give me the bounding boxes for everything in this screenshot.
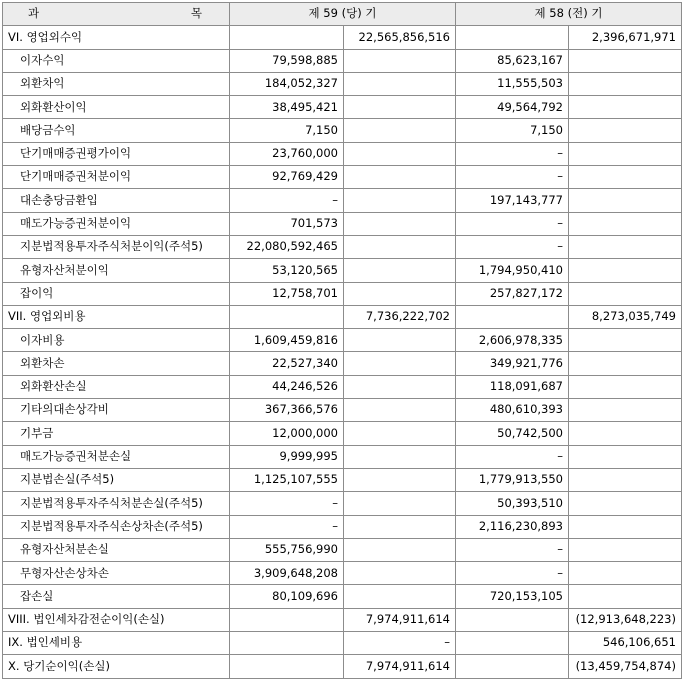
- account-label-cell: 매도가능증권처분이익: [3, 212, 230, 235]
- account-label-cell: 무형자산손상차손: [3, 562, 230, 585]
- account-label-cell: 외환차익: [3, 72, 230, 95]
- account-header-char-1: 과: [28, 6, 40, 21]
- current-total-cell: [344, 492, 456, 515]
- account-header-char-2: 목: [190, 6, 202, 21]
- prior-detail-cell: 50,742,500: [456, 422, 569, 445]
- section-row: [3, 655, 682, 678]
- account-label-cell: 기타의대손상각비: [3, 399, 230, 422]
- current-detail-cell: 53,120,565: [230, 259, 344, 282]
- account-label-cell: 지분법적용투자주식손상차손(주석5): [3, 515, 230, 538]
- current-total-cell: [344, 166, 456, 189]
- section-row: [3, 26, 682, 49]
- prior-total-cell: [569, 445, 682, 468]
- prior-total-cell: [569, 189, 682, 212]
- current-detail-cell: 3,909,648,208: [230, 562, 344, 585]
- prior-total-cell: [569, 142, 682, 165]
- current-detail-cell: –: [230, 189, 344, 212]
- current-total-cell: [344, 282, 456, 305]
- table-row: [3, 329, 682, 352]
- prior-detail-cell: 2,116,230,893: [456, 515, 569, 538]
- current-total-cell: [344, 422, 456, 445]
- account-label-cell: 단기매매증권처분이익: [3, 166, 230, 189]
- prior-detail-cell: 1,794,950,410: [456, 259, 569, 282]
- table-row: [3, 352, 682, 375]
- current-detail-cell: 184,052,327: [230, 72, 344, 95]
- current-detail-cell: 80,109,696: [230, 585, 344, 608]
- table-row: [3, 515, 682, 538]
- current-total-cell: [344, 72, 456, 95]
- account-header: [3, 3, 230, 26]
- table-row: [3, 445, 682, 468]
- prior-total-cell: [569, 422, 682, 445]
- current-period-header: 제 59 (당) 기: [230, 3, 456, 26]
- account-label-cell: 대손충당금환입: [3, 189, 230, 212]
- current-detail-cell: 79,598,885: [230, 49, 344, 72]
- account-label-cell: 지분법손실(주석5): [3, 468, 230, 491]
- prior-total-cell: [569, 585, 682, 608]
- prior-total-cell: 546,106,651: [569, 632, 682, 655]
- prior-detail-cell: –: [456, 142, 569, 165]
- current-total-cell: [344, 562, 456, 585]
- account-label-cell: VI. 영업외수익: [3, 26, 230, 49]
- current-detail-cell: [230, 655, 344, 678]
- table-row: [3, 235, 682, 258]
- table-row: [3, 468, 682, 491]
- current-total-cell: [344, 119, 456, 142]
- prior-detail-cell: –: [456, 235, 569, 258]
- current-total-cell: 7,974,911,614: [344, 608, 456, 631]
- current-detail-cell: 23,760,000: [230, 142, 344, 165]
- table-row: [3, 119, 682, 142]
- prior-period-header: 제 58 (전) 기: [456, 3, 682, 26]
- current-detail-cell: –: [230, 492, 344, 515]
- prior-detail-cell: –: [456, 166, 569, 189]
- account-label-cell: 배당금수익: [3, 119, 230, 142]
- prior-detail-cell: [456, 26, 569, 49]
- section-row: [3, 305, 682, 328]
- prior-detail-cell: 49,564,792: [456, 96, 569, 119]
- prior-total-cell: [569, 468, 682, 491]
- prior-total-cell: [569, 119, 682, 142]
- table-row: [3, 49, 682, 72]
- prior-total-cell: [569, 235, 682, 258]
- account-label-cell: 매도가능증권처분손실: [3, 445, 230, 468]
- table-row: [3, 166, 682, 189]
- prior-detail-cell: [456, 632, 569, 655]
- table-body: [3, 26, 682, 678]
- current-total-cell: [344, 96, 456, 119]
- current-detail-cell: 22,527,340: [230, 352, 344, 375]
- prior-total-cell: [569, 329, 682, 352]
- account-label-cell: 지분법적용투자주식처분손실(주석5): [3, 492, 230, 515]
- current-total-cell: [344, 375, 456, 398]
- account-label-cell: 기부금: [3, 422, 230, 445]
- prior-total-cell: (12,913,648,223): [569, 608, 682, 631]
- table-row: [3, 399, 682, 422]
- account-label-cell: 이자수익: [3, 49, 230, 72]
- current-total-cell: [344, 538, 456, 561]
- current-total-cell: [344, 189, 456, 212]
- current-detail-cell: [230, 305, 344, 328]
- prior-detail-cell: 480,610,393: [456, 399, 569, 422]
- current-total-cell: [344, 515, 456, 538]
- current-detail-cell: –: [230, 515, 344, 538]
- current-total-cell: [344, 399, 456, 422]
- table-row: [3, 492, 682, 515]
- account-label-cell: 단기매매증권평가이익: [3, 142, 230, 165]
- table-row: [3, 585, 682, 608]
- prior-total-cell: [569, 562, 682, 585]
- prior-detail-cell: [456, 655, 569, 678]
- prior-total-cell: [569, 492, 682, 515]
- current-detail-cell: [230, 26, 344, 49]
- prior-total-cell: [569, 259, 682, 282]
- current-detail-cell: 9,999,995: [230, 445, 344, 468]
- prior-total-cell: [569, 538, 682, 561]
- prior-detail-cell: –: [456, 562, 569, 585]
- prior-detail-cell: –: [456, 538, 569, 561]
- current-total-cell: [344, 235, 456, 258]
- prior-detail-cell: 2,606,978,335: [456, 329, 569, 352]
- table-header-row: [3, 3, 682, 26]
- prior-detail-cell: 85,623,167: [456, 49, 569, 72]
- account-label-cell: 잡손실: [3, 585, 230, 608]
- prior-total-cell: [569, 375, 682, 398]
- current-total-cell: [344, 212, 456, 235]
- current-detail-cell: 92,769,429: [230, 166, 344, 189]
- account-label-cell: X. 당기순이익(손실): [3, 655, 230, 678]
- current-total-cell: [344, 142, 456, 165]
- prior-total-cell: [569, 96, 682, 119]
- prior-total-cell: [569, 212, 682, 235]
- table-row: [3, 212, 682, 235]
- account-label-cell: VIII. 법인세차감전순이익(손실): [3, 608, 230, 631]
- account-label-cell: VII. 영업외비용: [3, 305, 230, 328]
- current-total-cell: 7,736,222,702: [344, 305, 456, 328]
- table-row: [3, 562, 682, 585]
- prior-detail-cell: 720,153,105: [456, 585, 569, 608]
- prior-total-cell: 8,273,035,749: [569, 305, 682, 328]
- current-total-cell: –: [344, 632, 456, 655]
- current-detail-cell: 12,000,000: [230, 422, 344, 445]
- table-row: [3, 142, 682, 165]
- account-label-cell: 지분법적용투자주식처분이익(주석5): [3, 235, 230, 258]
- prior-total-cell: [569, 515, 682, 538]
- current-detail-cell: 1,609,459,816: [230, 329, 344, 352]
- prior-total-cell: [569, 282, 682, 305]
- table-row: [3, 422, 682, 445]
- current-detail-cell: 367,366,576: [230, 399, 344, 422]
- current-total-cell: [344, 352, 456, 375]
- account-label-cell: 유형자산처분손실: [3, 538, 230, 561]
- account-label-cell: IX. 법인세비용: [3, 632, 230, 655]
- table-row: [3, 189, 682, 212]
- table-row: [3, 72, 682, 95]
- prior-total-cell: [569, 49, 682, 72]
- current-total-cell: [344, 445, 456, 468]
- current-detail-cell: 38,495,421: [230, 96, 344, 119]
- prior-detail-cell: 11,555,503: [456, 72, 569, 95]
- income-statement-table: [2, 2, 682, 679]
- table-row: [3, 96, 682, 119]
- prior-detail-cell: 257,827,172: [456, 282, 569, 305]
- prior-total-cell: (13,459,754,874): [569, 655, 682, 678]
- account-label-cell: 잡이익: [3, 282, 230, 305]
- current-detail-cell: [230, 632, 344, 655]
- prior-detail-cell: 197,143,777: [456, 189, 569, 212]
- prior-total-cell: [569, 399, 682, 422]
- current-detail-cell: 555,756,990: [230, 538, 344, 561]
- account-label-cell: 외화환산손실: [3, 375, 230, 398]
- current-detail-cell: 22,080,592,465: [230, 235, 344, 258]
- table-row: [3, 538, 682, 561]
- prior-total-cell: 2,396,671,971: [569, 26, 682, 49]
- account-label-cell: 외화환산이익: [3, 96, 230, 119]
- prior-detail-cell: –: [456, 445, 569, 468]
- current-detail-cell: 701,573: [230, 212, 344, 235]
- current-total-cell: [344, 468, 456, 491]
- prior-detail-cell: 349,921,776: [456, 352, 569, 375]
- account-label-cell: 외환차손: [3, 352, 230, 375]
- prior-total-cell: [569, 166, 682, 189]
- current-detail-cell: [230, 608, 344, 631]
- current-detail-cell: 12,758,701: [230, 282, 344, 305]
- section-row: [3, 608, 682, 631]
- prior-detail-cell: [456, 608, 569, 631]
- current-total-cell: 7,974,911,614: [344, 655, 456, 678]
- current-total-cell: [344, 259, 456, 282]
- current-total-cell: [344, 49, 456, 72]
- current-detail-cell: 44,246,526: [230, 375, 344, 398]
- table-row: [3, 375, 682, 398]
- current-detail-cell: 1,125,107,555: [230, 468, 344, 491]
- account-label-cell: 이자비용: [3, 329, 230, 352]
- prior-detail-cell: 50,393,510: [456, 492, 569, 515]
- current-total-cell: 22,565,856,516: [344, 26, 456, 49]
- prior-detail-cell: 118,091,687: [456, 375, 569, 398]
- prior-detail-cell: [456, 305, 569, 328]
- table-row: [3, 282, 682, 305]
- prior-total-cell: [569, 72, 682, 95]
- table-row: [3, 259, 682, 282]
- section-row: [3, 632, 682, 655]
- current-total-cell: [344, 329, 456, 352]
- prior-total-cell: [569, 352, 682, 375]
- prior-detail-cell: 1,779,913,550: [456, 468, 569, 491]
- account-label-cell: 유형자산처분이익: [3, 259, 230, 282]
- current-detail-cell: 7,150: [230, 119, 344, 142]
- prior-detail-cell: –: [456, 212, 569, 235]
- current-total-cell: [344, 585, 456, 608]
- prior-detail-cell: 7,150: [456, 119, 569, 142]
